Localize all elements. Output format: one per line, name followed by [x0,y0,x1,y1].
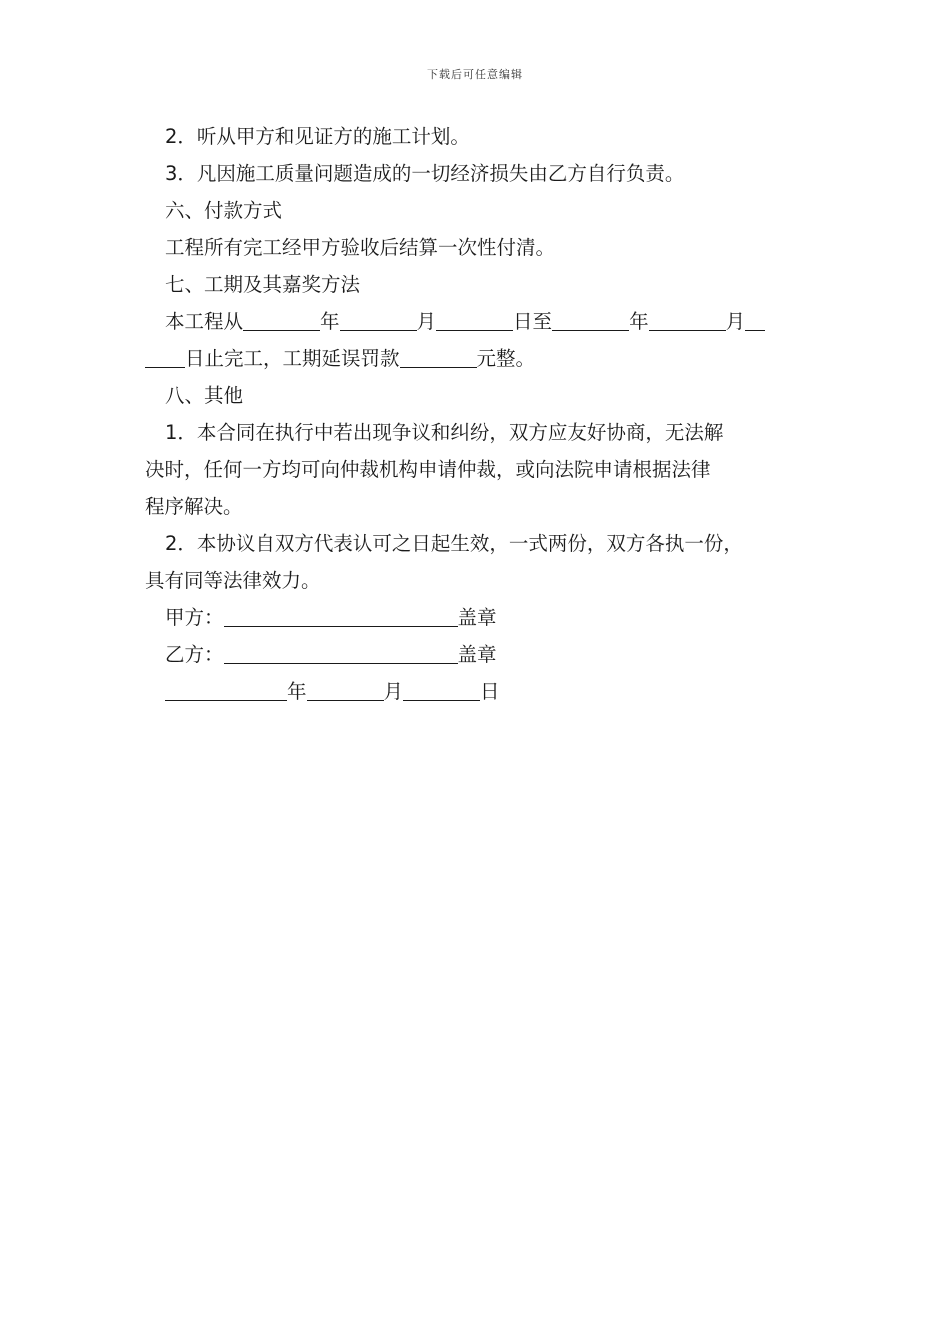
party-b-seal-label: 盖章 [457,643,497,666]
yuan-label: 元整。 [476,347,536,370]
sign-year-blank[interactable] [165,676,287,701]
party-a-label: 甲方： [165,606,224,629]
start-year-blank[interactable] [243,306,320,331]
section-6-heading: 六、付款方式 [165,199,283,222]
sign-month-label: 月 [383,680,404,703]
party-b-signature-line [145,636,813,673]
start-month-blank[interactable] [340,306,417,331]
party-b-label: 乙方： [165,643,224,666]
clause-5-item-3: 3．凡因施工质量问题造成的一切经济损失由乙方自行负责。 [165,162,685,185]
start-month-label: 月 [416,310,437,333]
clause-8-item-2-line-2: 具有同等法律效力。 [145,569,321,592]
start-year-label: 年 [320,310,340,333]
end-year-blank[interactable] [552,306,629,331]
clause-8-item-1-line-1: 1．本合同在执行中若出现争议和纠纷，双方应友好协商，无法解 [165,421,724,444]
clause-8-item-2-line-1: 2．本协议自双方代表认可之日起生效，一式两份，双方各执一份， [165,532,743,555]
sign-year-label: 年 [287,680,307,703]
clause-8-item-1-line-3: 程序解决。 [145,495,243,518]
end-day-blank-part-2[interactable] [145,343,185,368]
sign-day-blank[interactable] [403,676,480,701]
clause-8-item-1-line-2: 决时，任何一方均可向仲裁机构申请仲裁，或向法院申请根据法律 [145,458,711,481]
construction-period-line-1 [145,303,813,340]
construction-period-line-2 [145,340,813,377]
start-day-blank[interactable] [436,306,513,331]
penalty-amount-blank[interactable] [400,343,477,368]
end-month-blank[interactable] [649,306,726,331]
end-day-blank-part-1[interactable] [745,306,765,331]
party-a-seal-label: 盖章 [457,606,497,629]
start-day-to-label: 日至 [513,310,553,333]
clause-5-item-2: 2．听从甲方和见证方的施工计划。 [165,125,470,148]
document-body [145,118,813,710]
sign-day-label: 日 [480,680,500,703]
party-b-signature-blank[interactable] [224,639,458,664]
signing-date-line [145,673,813,710]
party-a-signature-blank[interactable] [224,602,458,627]
period-prefix: 本工程从 [165,310,244,333]
section-7-heading: 七、工期及其嘉奖方法 [165,273,361,296]
section-8-heading: 八、其他 [165,384,244,407]
party-a-signature-line [145,599,813,636]
end-year-label: 年 [629,310,649,333]
section-6-text: 工程所有完工经甲方验收后结算一次性付清。 [165,236,556,259]
period-end-text: 日止完工，工期延误罚款 [185,347,400,370]
end-month-label: 月 [725,310,746,333]
page-header-note: 下载后可任意编辑 [427,68,523,81]
sign-month-blank[interactable] [307,676,384,701]
